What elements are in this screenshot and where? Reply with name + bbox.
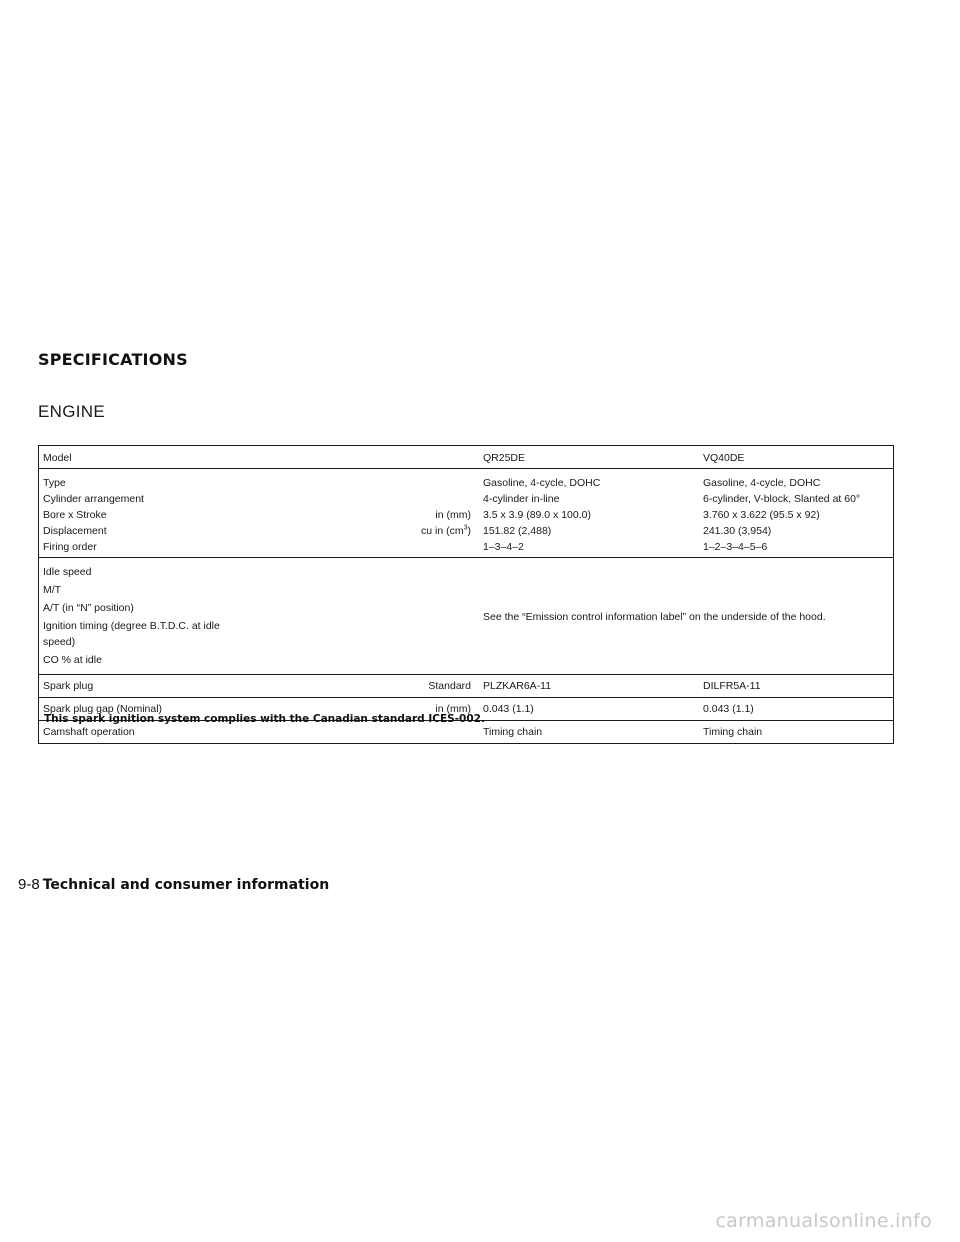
row-label: Spark plug gap (Nominal) bbox=[39, 698, 248, 721]
page-footer bbox=[18, 876, 329, 893]
unit-text: cu in (cm bbox=[421, 525, 464, 537]
watermark-text: carmanualsonline.info bbox=[715, 1210, 932, 1232]
row-value-a: 151.82 (2,488) bbox=[483, 525, 552, 537]
row-unit bbox=[247, 469, 475, 492]
unit-superscript: 3 bbox=[463, 524, 468, 532]
idle-label: CO % at idle bbox=[43, 654, 102, 666]
row-value-a: 4-cylinder in-line bbox=[483, 493, 560, 505]
table-header-row bbox=[39, 446, 894, 469]
chapter-title: Technical and consumer information bbox=[42, 877, 330, 893]
table-row bbox=[39, 523, 894, 539]
idle-label: Idle speed bbox=[43, 566, 92, 578]
row-value-b: 6-cylinder, V-block, Slanted at 60° bbox=[703, 493, 861, 505]
row-value-b: Gasoline, 4-cycle, DOHC bbox=[699, 469, 894, 492]
row-label: Camshaft operation bbox=[39, 721, 248, 744]
header-model-a: QR25DE bbox=[483, 452, 526, 464]
idle-label: M/T bbox=[43, 584, 62, 596]
row-value-b: 1–2–3–4–5–6 bbox=[703, 541, 768, 553]
subsection-title: ENGINE bbox=[38, 402, 105, 421]
idle-group-unit bbox=[247, 558, 475, 675]
table-row bbox=[39, 539, 894, 558]
header-label: Model bbox=[43, 452, 72, 464]
row-unit bbox=[247, 539, 475, 558]
row-value-a: 3.5 x 3.9 (89.0 x 100.0) bbox=[483, 509, 591, 521]
row-value-b: 3.760 x 3.622 (95.5 x 92) bbox=[703, 509, 820, 521]
page-number: 9-8 bbox=[18, 876, 40, 893]
row-label: Firing order bbox=[43, 541, 97, 553]
compliance-note: This spark ignition system complies with the Canadian standard ICES-002. bbox=[44, 713, 485, 725]
idle-speed-group-row bbox=[39, 558, 894, 675]
row-label: Cylinder arrangement bbox=[43, 493, 144, 505]
section-title: SPECIFICATIONS bbox=[38, 350, 188, 369]
table-row bbox=[39, 507, 894, 523]
row-label: Displacement bbox=[43, 525, 107, 537]
idle-label: Ignition timing (degree B.T.D.C. at idle speed) bbox=[43, 620, 220, 648]
header-unit bbox=[247, 446, 475, 469]
row-unit bbox=[247, 491, 475, 507]
row-label: Type bbox=[39, 469, 248, 492]
row-unit bbox=[247, 523, 475, 539]
row-value-b: Timing chain bbox=[699, 721, 894, 744]
row-unit: in (mm) bbox=[247, 698, 475, 721]
row-value-b: 0.043 (1.1) bbox=[699, 698, 894, 721]
row-value-a: Timing chain bbox=[475, 721, 699, 744]
row-value-b: DILFR5A-11 bbox=[699, 675, 894, 698]
row-value-a: Gasoline, 4-cycle, DOHC bbox=[475, 469, 699, 492]
table-row bbox=[39, 491, 894, 507]
header-model-b: VQ40DE bbox=[703, 452, 745, 464]
row-label: Bore x Stroke bbox=[43, 509, 107, 521]
spark-plug-row bbox=[39, 675, 894, 698]
row-label: Spark plug bbox=[39, 675, 248, 698]
engine-spec-table bbox=[38, 445, 894, 744]
row-value-a: 0.043 (1.1) bbox=[475, 698, 699, 721]
row-value-a: 1–3–4–2 bbox=[483, 541, 524, 553]
row-value-a: PLZKAR6A-11 bbox=[475, 675, 699, 698]
unit-text-close: ) bbox=[467, 525, 471, 537]
row-unit: Standard bbox=[247, 675, 475, 698]
table-row bbox=[39, 469, 894, 492]
idle-group-labels bbox=[39, 558, 248, 675]
emission-label-note: See the “Emission control information label” on the underside of the hood. bbox=[475, 558, 894, 675]
row-unit: in (mm) bbox=[435, 509, 471, 521]
idle-label: A/T (in “N” position) bbox=[43, 602, 134, 614]
row-value-b: 241.30 (3,954) bbox=[703, 525, 772, 537]
